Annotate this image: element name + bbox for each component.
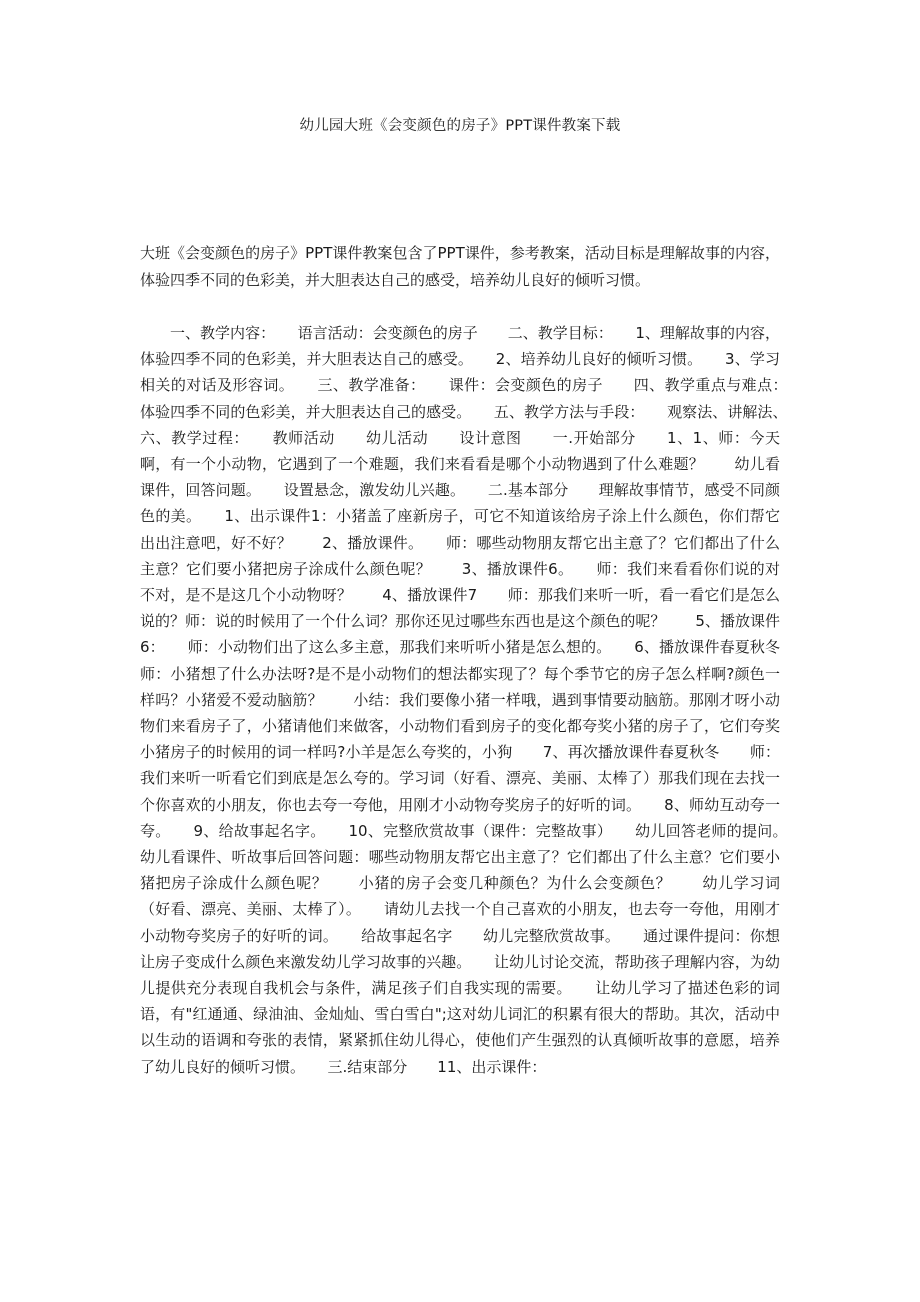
lesson-plan-body: 一、教学内容： 语言活动：会变颜色的房子 二、教学目标： 1、理解故事的内容，体验四季不同的色彩美，并大胆表达自己的感受。 2、培养幼儿良好的倾听习惯。 3、学习相关的对话及形容词。 三、教学准备： 课件：会变颜色的房子 四、教学重点与难点： 体验四季不同的色彩美，并大胆表达自己的感受。 五、教学方法与手段： 观察法、讲解法、 六、教学过程： 教师活动 幼儿活动 设计意图 一.开始部分 1、1、师：今天啊，有一个小动物，它遇到了一个难题，我们来看看是哪个小动物遇到了什么难题？ 幼儿看课件，回答问题。 设置悬念，激发幼儿兴趣。 二.基本部分 理解故事情节，感受不同颜色的美。 1、出示课件1：小猪盖了座新房子，可它不知道该给房子涂上什么颜色，你们帮它出出注意吧，好不好？ 2、播放课件。 师：哪些动物朋友帮它出主意了？它们都出了什么主意？它们要小猪把房子涂成什么颜色呢？ 3、播放课件6。 师：我们来看看你们说的对不对，是不是这几个小动物呀？ 4、播放课件7 师：那我们来听一听，看一看它们是怎么说的？师：说的时候用了一个什么词？那你还见过哪些东西也是这个颜色的呢？ 5、播放课件6： 师：小动物们出了这么多主意，那我们来听听小猪是怎么想的。 6、播放课件春夏秋冬 师：小猪想了什么办法呀?是不是小动物们的想法都实现了？每个季节它的房子怎么样啊?颜色一样吗？小猪爱不爱动脑筋？ 小结：我们要像小猪一样哦，遇到事情要动脑筋。那刚才呀小动物们来看房子了，小猪请他们来做客，小动物们看到房子的变化都夸奖小猪的房子了，它们夸奖小猪房子的时候用的词一样吗?小羊是怎么夸奖的，小狗 7、再次播放课件春夏秋冬 师：我们来听一听看它们到底是怎么夸的。学习词（好看、漂亮、美丽、太棒了）那我们现在去找一个你喜欢的小朋友，你也去夸一夸他，用刚才小动物夸奖房子的好听的词。 8、师幼互动夸一夸。 9、给故事起名字。 10、完整欣赏故事（课件：完整故事） 幼儿回答老师的提问。 幼儿看课件、听故事后回答问题：哪些动物朋友帮它出主意了？它们都出了什么主意？它们要小猪把房子涂成什么颜色呢？ 小猪的房子会变几种颜色？为什么会变颜色？ 幼儿学习词（好看、漂亮、美丽、太棒了）。 请幼儿去找一个自己喜欢的小朋友，也去夸一夸他，用刚才小动物夸奖房子的好听的词。 给故事起名字 幼儿完整欣赏故事。 通过课件提问：你想让房子变成什么颜色来激发幼儿学习故事的兴趣。 让幼儿讨论交流，帮助孩子理解内容，为幼儿提供充分表现自我机会与条件，满足孩子们自我实现的需要。 让幼儿学习了描述色彩的词语，有"红通通、绿油油、金灿灿、雪白雪白";这对幼儿词汇的积累有很大的帮助。其次，活动中以生动的语调和夸张的表情，紧紧抓住幼儿得心，使他们产生强烈的认真倾听故事的意愿，培养了幼儿良好的倾听习惯。 三.结束部分 11、出示课件： <box>140 324 811 1076</box>
document-title: 幼儿园大班《会变颜色的房子》PPT课件教案下载 <box>299 118 621 134</box>
intro-paragraph: 大班《会变颜色的房子》PPT课件教案包含了PPT课件，参考教案，活动目标是理解故事的内容，体验四季不同的色彩美，并大胆表达自己的感受，培养幼儿良好的倾听习惯。 <box>140 244 780 289</box>
